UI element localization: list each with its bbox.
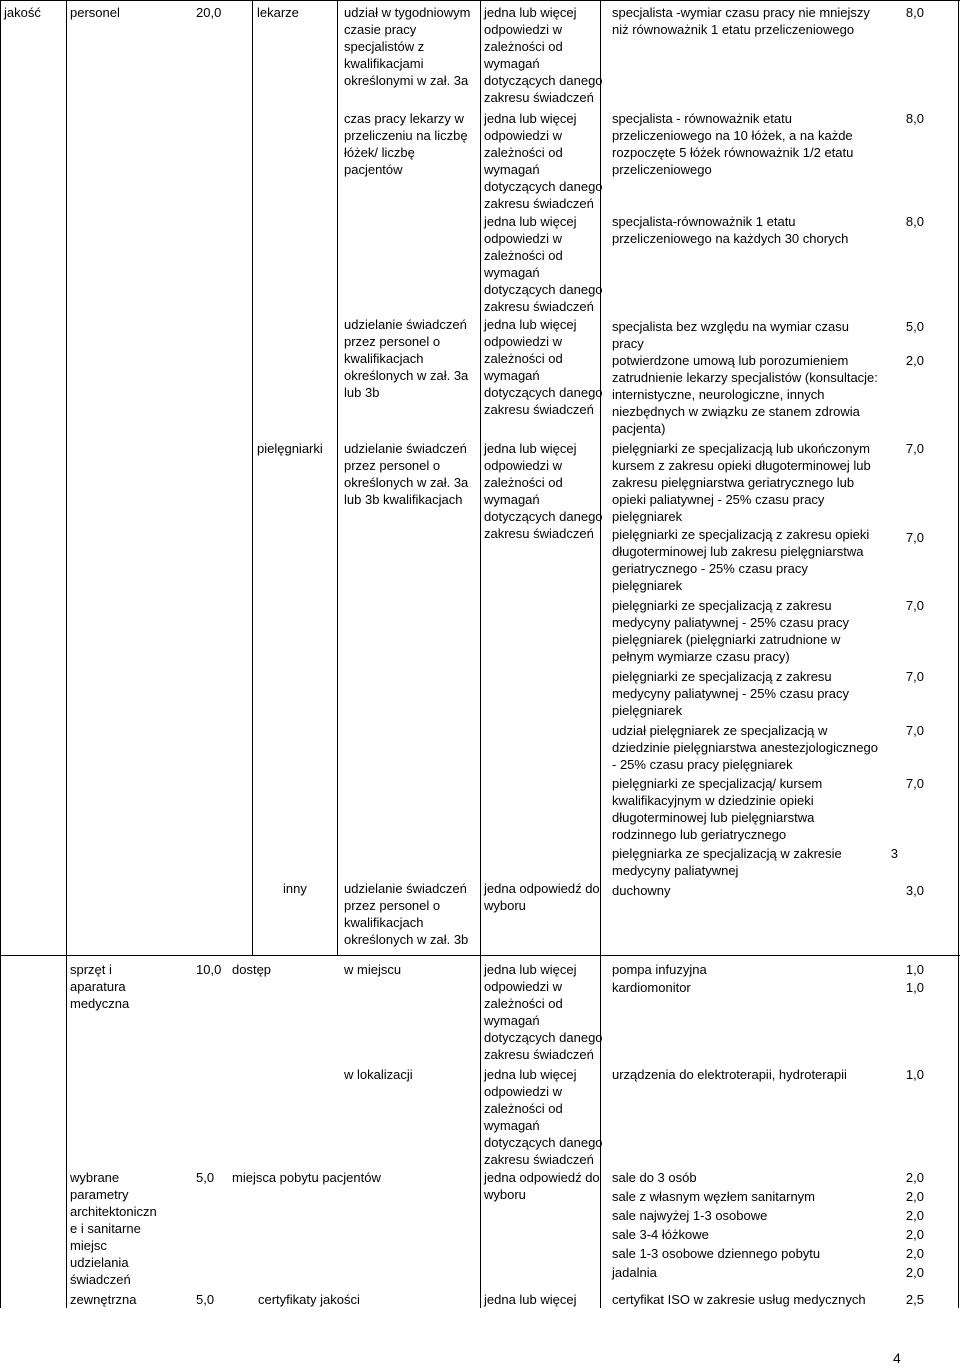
sprzet-w-lokalizacji: w lokalizacji — [344, 1067, 413, 1082]
wybrane-option-6-text: jadalnia — [612, 1265, 657, 1280]
option-4-score: 5,0 — [905, 319, 924, 334]
page-number: 4 — [893, 1350, 901, 1366]
col1-divider — [66, 0, 67, 1308]
option-8-score: 7,0 — [905, 598, 924, 613]
sprzet-option-1-text: pompa infuzyjna — [612, 962, 707, 977]
criterion-3: udzielanie świadczeń przez personel o kwalifikacjach określonych w zał. 3a lub 3b — [344, 317, 469, 400]
answer-type-2: jedna lub więcej odpowiedzi w zależności od wymagań dotyczących danego zakresu świadczeń — [484, 111, 603, 211]
answer-type-3: jedna lub więcej odpowiedzi w zależności od wymagań dotyczących danego zakresu świadczeń — [484, 214, 603, 314]
personel-lekarze: lekarze — [257, 5, 299, 20]
col-answer-divider-lower — [480, 955, 481, 1308]
wybrane-option-1-text: sale do 3 osób — [612, 1170, 697, 1185]
wybrane-option-2-score: 2,0 — [905, 1189, 924, 1204]
option-7-score: 7,0 — [905, 530, 924, 545]
sprzet-option-2-text: kardiomonitor — [612, 980, 691, 995]
zewnetrzna-weight: 5,0 — [196, 1292, 215, 1307]
sprzet-weight: 10,0 — [196, 962, 222, 977]
criterion-2: czas pracy lekarzy w przeliczeniu na liczbę łóżek/ liczbę pacjentów — [344, 111, 468, 177]
criterion-4: udzielanie świadczeń przez personel o określonych w zał. 3a lub 3b kwalifikacjach — [344, 441, 469, 507]
option-9-score: 7,0 — [905, 669, 924, 684]
option-10-text: udział pielęgniarek ze specjalizacją w dziedzinie pielęgniarstwa anestezjologicznego - 25% czasu pracy pielęgniarek — [612, 723, 878, 772]
sprzet-option-3-text: urządzenia do elektroterapii, hydroterapii — [612, 1067, 847, 1082]
option-3-text: specjalista-równoważnik 1 etatu przeliczeniowego na każdych 30 chorych — [612, 214, 849, 246]
option-11-text: pielęgniarki ze specjalizacją/ kursem kwalifikacyjnym w dziedzinie opieki długoterminowej lub pielęgniarstwa rodzinnego lub geriatrycznego — [612, 776, 823, 842]
category-jakosc: jakość — [4, 5, 41, 20]
option-10-score: 7,0 — [905, 723, 924, 738]
col-answer-divider — [480, 0, 481, 955]
option-1-score: 8,0 — [905, 5, 924, 20]
option-7-text: pielęgniarki ze specjalizacją z zakresu opieki długoterminowej lub zakresu pielęgniarstwa geriatrycznego - 25% czasu pracy pielęgniarek — [612, 527, 870, 593]
zewnetrzna-answer: jedna lub więcej — [484, 1292, 577, 1307]
wybrane-option-6-score: 2,0 — [905, 1265, 924, 1280]
option-3-score: 8,0 — [905, 214, 924, 229]
sprzet-dostep: dostęp — [232, 962, 272, 977]
option-6-score: 7,0 — [905, 441, 924, 456]
personel-weight: 20,0 — [196, 5, 222, 20]
option-6-text: pielęgniarki ze specjalizacją lub ukończonym kursem z zakresu opieki długoterminowej lub zakresu pielęgniarstwa geriatrycznego lub opieki paliatywnej - 25% czasu pracy pielęgniarek — [612, 441, 871, 524]
zewnetrzna-criterion: certyfikaty jakości — [258, 1292, 360, 1307]
option-4-text: specjalista bez względu na wymiar czasu pracy — [612, 319, 849, 351]
sprzet-answer-1: jedna lub więcej odpowiedzi w zależności od wymagań dotyczących danego zakresu świadczeń — [484, 962, 603, 1062]
criterion-5: udzielanie świadczeń przez personel o kwalifikacjach określonych w zał. 3b — [344, 881, 469, 947]
option-9-text: pielęgniarki ze specjalizacją z zakresu medycyny paliatywnej - 25% czasu pracy pielęgniarek — [612, 669, 849, 718]
option-12-text: pielęgniarka ze specjalizacją w zakresie medycyny paliatywnej — [612, 846, 842, 878]
wybrane-answer: jedna odpowiedź do wyboru — [484, 1170, 600, 1202]
answer-type-4: jedna lub więcej odpowiedzi w zależności od wymagań dotyczących danego zakresu świadczeń — [484, 317, 603, 417]
option-1-text: specjalista -wymiar czasu pracy nie mniejszy niż równoważnik 1 etatu przeliczeniowego — [612, 5, 870, 37]
col-score-divider — [958, 0, 959, 1308]
wybrane-weight: 5,0 — [196, 1170, 215, 1185]
category-zewnetrzna: zewnętrzna — [70, 1292, 137, 1307]
sprzet-option-2-score: 1,0 — [905, 980, 924, 995]
table-border-left — [0, 0, 1, 1308]
option-13-score: 3,0 — [905, 883, 924, 898]
option-2-text: specjalista - równoważnik etatu przeliczeniowego na 10 łóżek, a na każde rozpoczęte 5 łóżek równoważnik 1/2 etatu przeliczeniowego — [612, 111, 854, 177]
wybrane-criterion: miejsca pobytu pacjentów — [232, 1170, 381, 1185]
category-sprzet: sprzęt i aparatura medyczna — [70, 962, 130, 1011]
personel-label: personel — [70, 5, 120, 20]
option-5-score: 2,0 — [905, 353, 924, 368]
personel-pielegniarki: pielęgniarki — [257, 441, 323, 456]
col-criteria-divider — [337, 0, 338, 955]
option-2-score: 8,0 — [905, 111, 924, 126]
wybrane-option-3-score: 2,0 — [905, 1208, 924, 1223]
wybrane-option-4-score: 2,0 — [905, 1227, 924, 1242]
option-12-score: 3 — [890, 846, 898, 861]
wybrane-option-2-text: sale z własnym węzłem sanitarnym — [612, 1189, 816, 1204]
option-11-score: 7,0 — [905, 776, 924, 791]
category-wybrane: wybrane parametry architektoniczn e i sanitarne miejsc udzielania świadczeń — [70, 1170, 157, 1287]
option-13-text: duchowny — [612, 883, 671, 898]
sprzet-w-miejscu: w miejscu — [344, 962, 402, 977]
col-personel-divider — [252, 0, 253, 955]
answer-type-1: jedna lub więcej odpowiedzi w zależności od wymagań dotyczących danego zakresu świadczeń — [484, 5, 603, 105]
sprzet-option-1-score: 1,0 — [905, 962, 924, 977]
wybrane-option-4-text: sale 3-4 łóżkowe — [612, 1227, 709, 1242]
wybrane-option-1-score: 2,0 — [905, 1170, 924, 1185]
wybrane-option-5-score: 2,0 — [905, 1246, 924, 1261]
sprzet-option-3-score: 1,0 — [905, 1067, 924, 1082]
option-5-text: potwierdzone umową lub porozumieniem zatrudnienie lekarzy specjalistów (konsultacje: internistyczne, neurologiczne, innych niezbędnych w związku ze stanem zdrowia pacjenta) — [612, 353, 878, 436]
wybrane-option-5-text: sale 1-3 osobowe dziennego pobytu — [612, 1246, 821, 1261]
answer-type-6: jedna odpowiedź do wyboru — [484, 881, 600, 913]
wybrane-option-3-text: sale najwyżej 1-3 osobowe — [612, 1208, 768, 1223]
personel-inny: inny — [283, 881, 307, 896]
option-8-text: pielęgniarki ze specjalizacją z zakresu medycyny paliatywnej - 25% czasu pracy pielęgniarek (pielęgniarki zatrudnione w pełnym wymiarze czasu pracy) — [612, 598, 849, 664]
zewnetrzna-option-text: certyfikat ISO w zakresie usług medycznych — [612, 1292, 866, 1307]
criterion-1: udział w tygodniowym czasie pracy specjalistów z kwalifikacjami określonymi w zał. 3a — [344, 5, 471, 88]
sprzet-answer-2: jedna lub więcej odpowiedzi w zależności od wymagań dotyczących danego zakresu świadczeń — [484, 1067, 603, 1167]
answer-type-5: jedna lub więcej odpowiedzi w zależności od wymagań dotyczących danego zakresu świadczeń — [484, 441, 603, 541]
zewnetrzna-option-score: 2,5 — [905, 1292, 924, 1307]
